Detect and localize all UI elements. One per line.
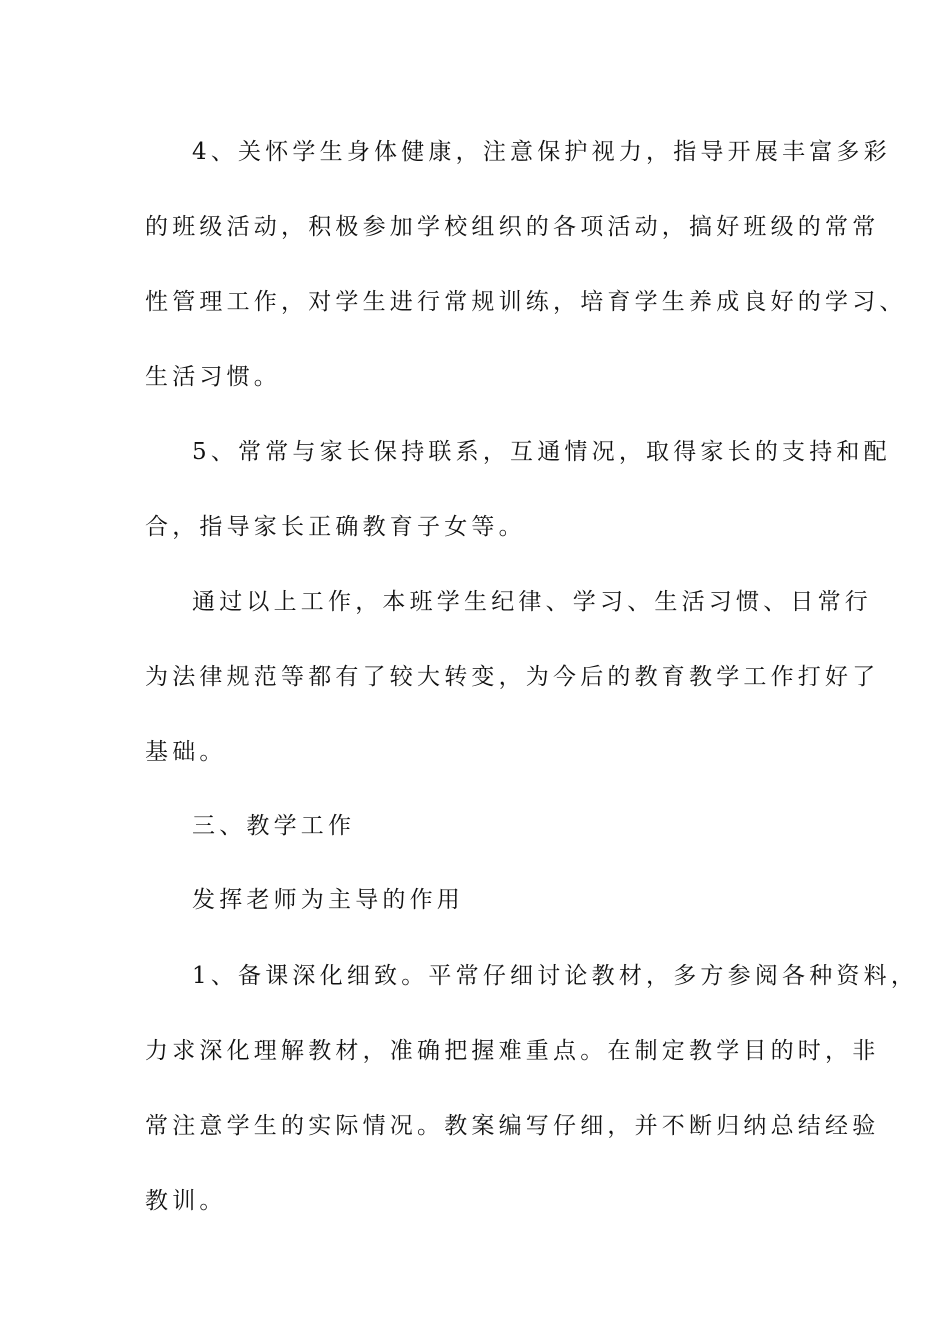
subsection-heading: 发挥老师为主导的作用	[192, 887, 464, 913]
paragraph-line: 为法律规范等都有了较大转变，为今后的教育教学工作打好了	[145, 664, 880, 690]
paragraph-line: 常注意学生的实际情况。教案编写仔细，并不断归纳总结经验	[145, 1113, 880, 1139]
paragraph-line: 基础。	[145, 739, 227, 765]
paragraph-line: 性管理工作，对学生进行常规训练，培育学生养成良好的学习、	[145, 289, 907, 315]
paragraph-line: 5、常常与家长保持联系，互通情况，取得家长的支持和配	[192, 439, 891, 465]
paragraph-line: 通过以上工作，本班学生纪律、学习、生活习惯、日常行	[192, 589, 872, 615]
paragraph-line: 生活习惯。	[145, 364, 281, 390]
paragraph-line: 合，指导家长正确教育子女等。	[145, 514, 526, 540]
paragraph-line: 1、备课深化细致。平常仔细讨论教材，多方参阅各种资料，	[192, 963, 919, 989]
paragraph-line: 教训。	[145, 1188, 227, 1214]
section-heading: 三、教学工作	[192, 813, 356, 839]
paragraph-line: 力求深化理解教材，准确把握难重点。在制定教学目的时，非	[145, 1038, 880, 1064]
paragraph-line: 的班级活动，积极参加学校组织的各项活动，搞好班级的常常	[145, 214, 880, 240]
paragraph-line: 4、关怀学生身体健康，注意保护视力，指导开展丰富多彩	[192, 139, 891, 165]
